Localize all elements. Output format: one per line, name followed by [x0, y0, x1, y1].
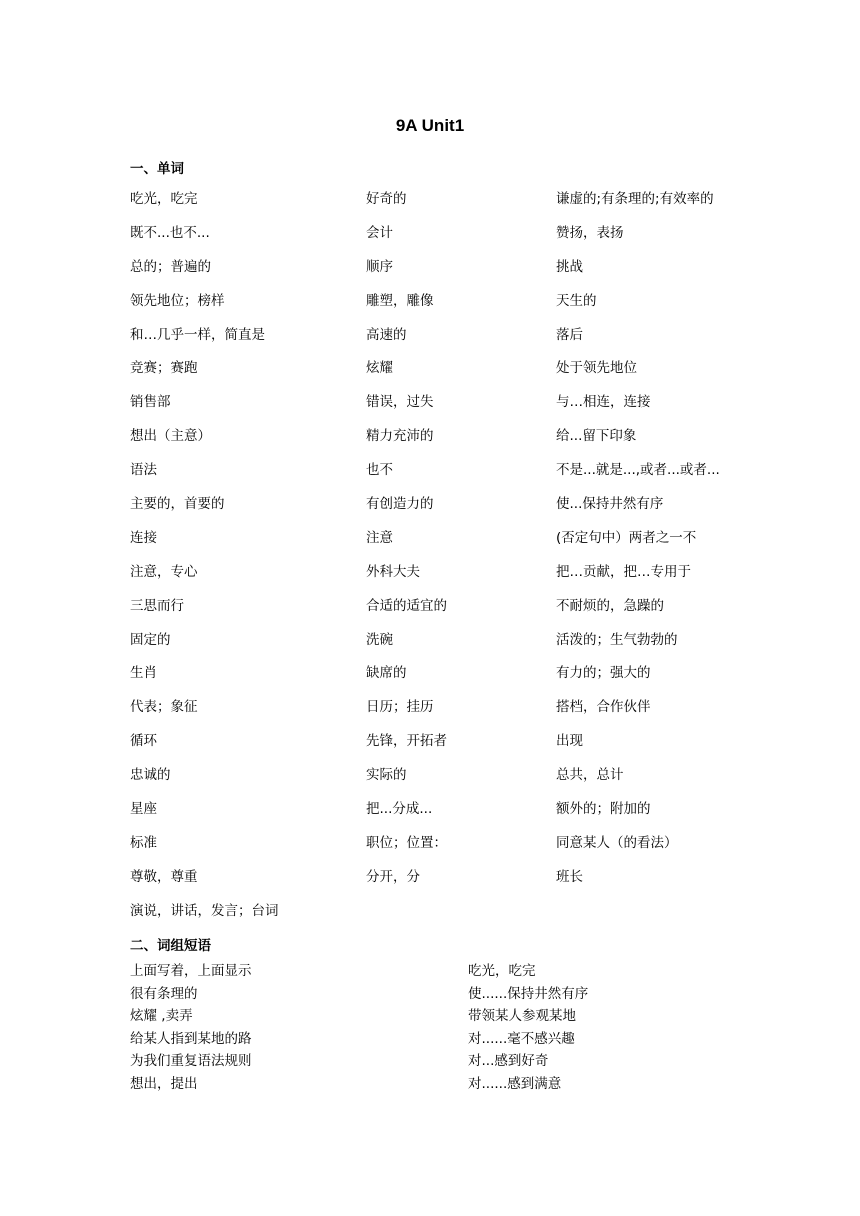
term-cell: 标准 [130, 834, 157, 851]
term-cell: 忠诚的 [130, 767, 171, 784]
vocabulary-grid [130, 186, 770, 932]
term-cell: 把…贡献，把…专用于 [556, 563, 691, 580]
term-cell: 职位；位置： [366, 834, 447, 851]
term-cell: 想出，提出 [130, 1075, 198, 1092]
term-cell: 对...感到好奇 [468, 1053, 549, 1070]
term-cell: 给...留下印象 [556, 428, 637, 445]
term-cell: 精力充沛的 [366, 428, 434, 445]
term-cell: 吃光，吃完 [130, 191, 198, 207]
term-cell: 出现 [556, 733, 583, 750]
term-cell: 对......感到满意 [468, 1075, 562, 1092]
term-cell: 尊敬，尊重 [130, 868, 198, 885]
term-cell: 吃光，吃完 [468, 963, 536, 979]
term-cell: 活泼的；生气勃勃的 [556, 631, 678, 648]
term-cell: 既不...也不... [130, 224, 210, 241]
term-cell: 实际的 [366, 767, 407, 784]
term-cell: 天生的 [556, 292, 597, 309]
term-cell: 和…几乎一样，简直是 [130, 326, 265, 343]
term-cell: 错误，过失 [366, 394, 434, 411]
term-cell: 与…相连，连接 [556, 394, 651, 411]
term-cell: 搭档，合作伙伴 [556, 699, 651, 716]
term-cell: 赞扬，表扬 [556, 224, 624, 241]
term-cell: 班长 [556, 868, 583, 885]
term-cell: 为我们重复语法规则 [130, 1053, 252, 1070]
term-cell: 合适的适宜的 [366, 597, 447, 614]
term-cell: 循环 [130, 733, 157, 750]
term-cell: 注意 [366, 529, 393, 546]
term-cell: 代表；象征 [130, 699, 198, 716]
term-cell: 先锋，开拓者 [366, 733, 447, 750]
term-cell: 洗碗 [366, 631, 393, 648]
term-cell: 不是...就是...,或者...或者... [556, 462, 720, 479]
page-title: 9A Unit1 [395, 116, 465, 135]
term-cell: 销售部 [130, 394, 171, 411]
term-cell: 语法 [130, 462, 157, 479]
term-cell: 高速的 [366, 326, 407, 343]
term-cell: 炫耀 ,卖弄 [130, 1008, 193, 1025]
term-cell: 连接 [130, 529, 157, 546]
term-cell: 想出（主意） [130, 428, 211, 445]
section-heading-phrases: 二、词组短语 [130, 938, 211, 954]
term-cell: 使......保持井然有序 [468, 985, 589, 1002]
term-cell: 总共，总计 [556, 767, 624, 784]
term-cell: 谦虚的;有条理的;有效率的 [556, 191, 714, 207]
term-cell: 三思而行 [130, 597, 184, 614]
term-cell: 雕塑，雕像 [366, 292, 434, 309]
term-cell: 挑战 [556, 258, 583, 275]
term-cell: 额外的；附加的 [556, 801, 651, 818]
term-cell: 星座 [130, 801, 157, 818]
term-cell: 上面写着，上面显示 [130, 963, 252, 979]
term-cell: 分开，分 [366, 868, 420, 885]
term-cell: 顺序 [366, 258, 393, 275]
term-cell: 有创造力的 [366, 496, 434, 513]
term-cell: 很有条理的 [130, 985, 198, 1002]
term-cell: 外科大夫 [366, 563, 420, 580]
term-cell: 同意某人（的看法） [556, 834, 678, 851]
term-cell: 缺席的 [366, 665, 407, 682]
section-heading-vocabulary: 一、单词 [130, 161, 184, 177]
term-cell: 总的；普遍的 [130, 258, 211, 275]
term-cell: 固定的 [130, 631, 171, 648]
term-cell: 落后 [556, 326, 583, 343]
term-cell: 带领某人参观某地 [468, 1008, 576, 1025]
term-cell: 给某人指到某地的路 [130, 1030, 252, 1047]
term-cell: 演说，讲话，发言；台词 [130, 902, 279, 919]
term-cell: 处于领先地位 [556, 360, 637, 377]
term-cell: 主要的，首要的 [130, 496, 225, 513]
term-cell [556, 898, 770, 932]
term-cell: 日历；挂历 [366, 699, 434, 716]
term-cell: 对......毫不感兴趣 [468, 1030, 575, 1047]
term-cell: 炫耀 [366, 360, 393, 377]
term-cell: 会计 [366, 224, 393, 241]
term-cell: 有力的；强大的 [556, 665, 651, 682]
term-cell: 不耐烦的，急躁的 [556, 597, 664, 614]
term-cell: 注意，专心 [130, 563, 198, 580]
term-cell: 也不 [366, 462, 393, 479]
term-cell: 好奇的 [366, 191, 407, 207]
term-cell: (否定句中）两者之一不 [556, 529, 697, 546]
term-cell: 把...分成... [366, 801, 433, 818]
term-cell: 使...保持井然有序 [556, 496, 664, 513]
phrases-grid [130, 962, 650, 1098]
term-cell: 生肖 [130, 665, 157, 682]
term-cell [366, 898, 556, 932]
term-cell: 领先地位；榜样 [130, 292, 225, 309]
term-cell: 竞赛；赛跑 [130, 360, 198, 377]
